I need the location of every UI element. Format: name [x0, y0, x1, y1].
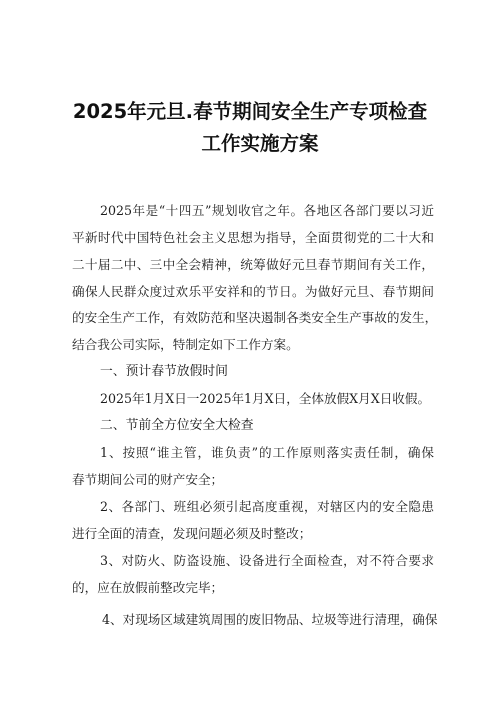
- section-heading-2: 二、节前全方位安全大检查: [100, 418, 254, 433]
- holiday-period-line: 2025年1月X日一2025年1月X日，全体放假X月X日收假。: [100, 391, 431, 406]
- intro-line-6: 结合我公司实际，特制定如下工作方案。: [72, 337, 299, 352]
- item-1-line-2: 春节期间公司的财产安全；: [72, 472, 224, 487]
- intro-line-4: 确保人民群众度过欢乐平安祥和的节日。为做好元旦、春节期间: [72, 284, 434, 299]
- section-heading-1: 一、预计春节放假时间: [100, 364, 228, 379]
- document-title-line1: 2025年元旦.春节期间安全生产专项检查: [72, 100, 428, 123]
- intro-line-2: 平新时代中国特色社会主义思想为指导，全面贯彻党的二十大和: [72, 230, 434, 245]
- intro-line-3: 二十届二中、三中全会精神，统筹做好元旦春节期间有关工作，: [72, 257, 434, 272]
- item-4-line-1: 4、对现场区域建筑周围的废旧物品、垃圾等进行清理，确保: [102, 612, 438, 627]
- item-1-line-1: 1、按照“谁主管，谁负责”的工作原则落实责任制，确保: [100, 445, 434, 460]
- intro-line-5: 的安全生产工作，有效防范和坚决遏制各类安全生产事故的发生，: [72, 310, 438, 325]
- intro-line-1: 2025年是“十四五”规划收官之年。各地区各部门要以习近: [100, 203, 434, 218]
- item-2-line-1: 2、各部门、班组必须引起高度重视，对辖区内的安全隐患: [100, 499, 434, 514]
- item-3-line-2: 的，应在放假前整改完毕；: [72, 580, 224, 595]
- item-2-line-2: 进行全面的清查，发现问题必须及时整改；: [72, 526, 312, 541]
- document-title-line2: 工作实施方案: [201, 132, 319, 155]
- item-3-line-1: 3、对防火、防盗设施、设备进行全面检查，对不符合要求: [100, 553, 434, 568]
